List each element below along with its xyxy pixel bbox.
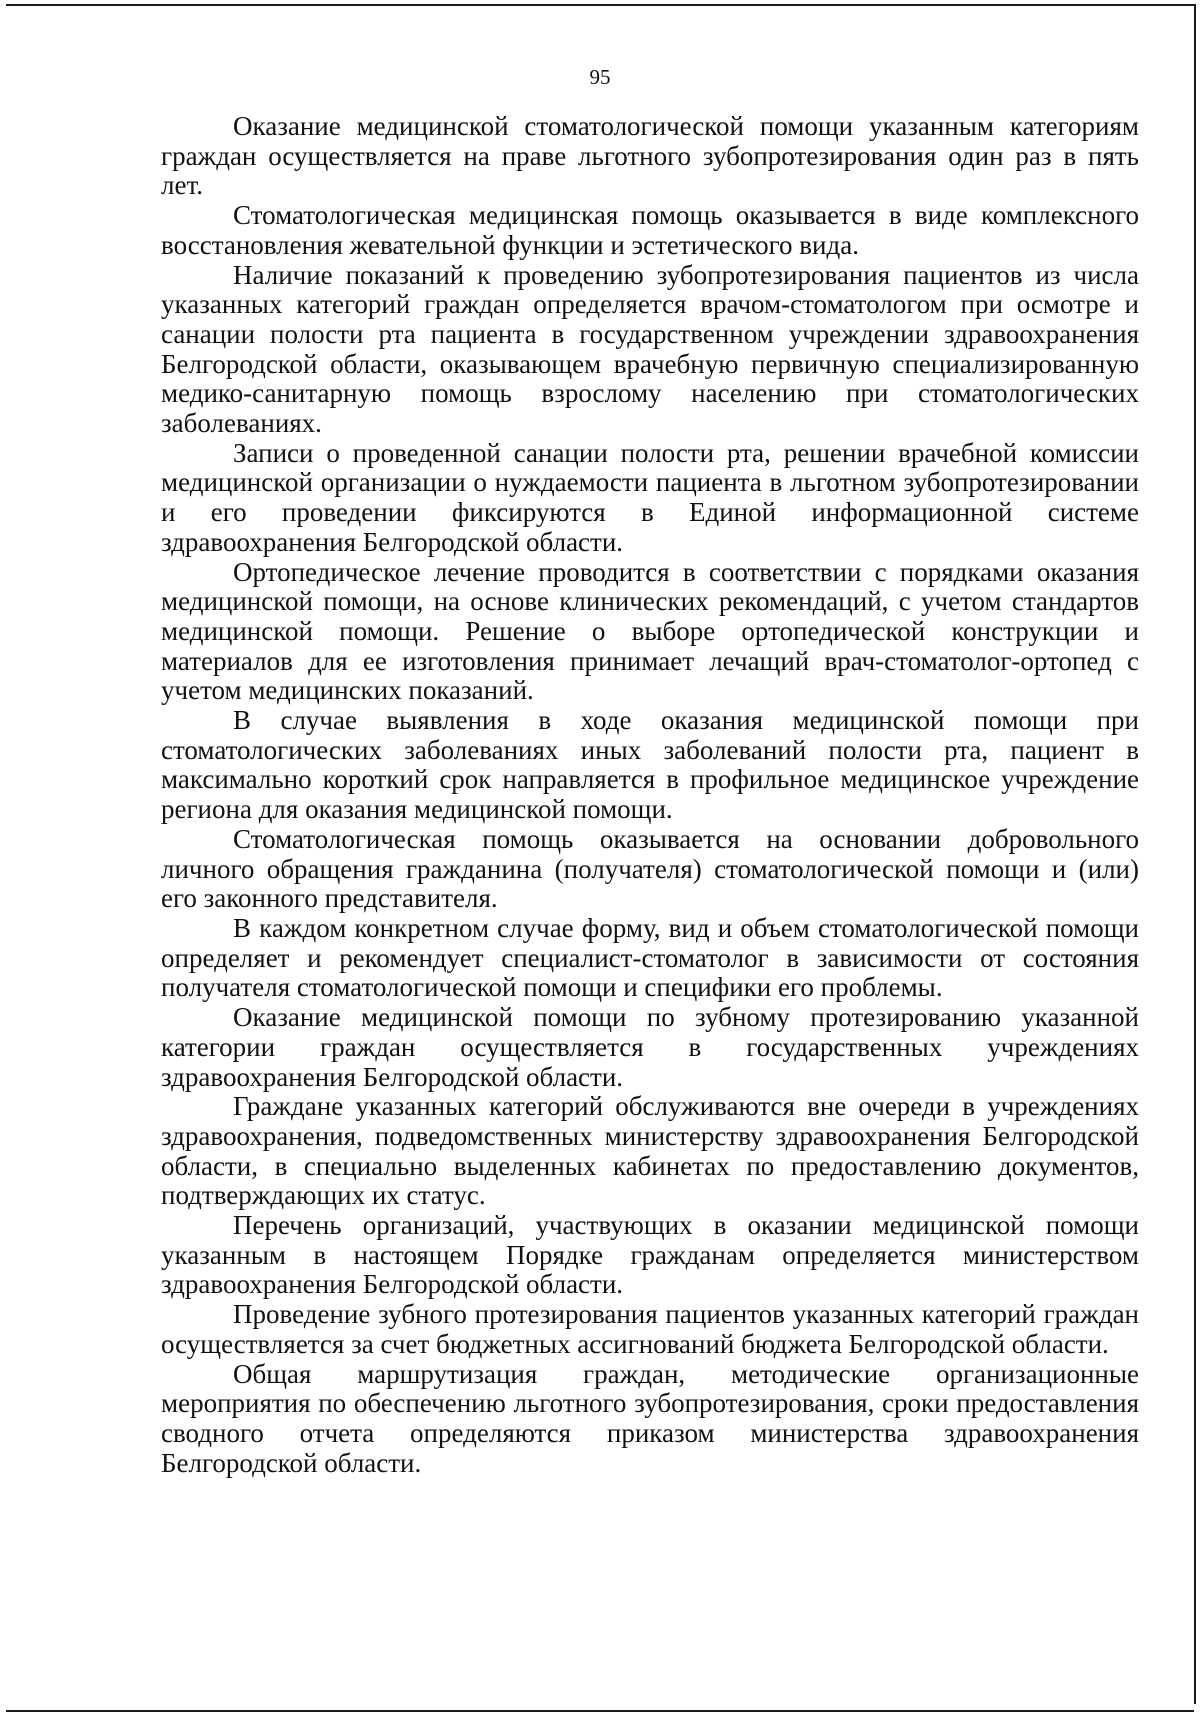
paragraph: Стоматологическая помощь оказывается на основании добровольного личного обращения гражданина (получателя) стоматологической помощи и (или) его законного представителя.: [161, 823, 1139, 914]
paragraph: В каждом конкретном случае форму, вид и объем стоматологической помощи определяет и рекомендует специалист-стоматолог в зависимости от состояния получателя стоматологической помощи и специфики его проблемы.: [161, 912, 1139, 1003]
paragraph: Стоматологическая медицинская помощь оказывается в виде комплексного восстановления жевательной функции и эстетического вида.: [161, 200, 1139, 260]
paragraph: Записи о проведенной санации полости рта, решении врачебной комиссии медицинской организации о нуждаемости пациента в льготном зубопротезировании и его проведении фиксируются в Единой информационной системе здравоохранения Белгородской области.: [161, 437, 1139, 557]
paragraph: В случае выявления в ходе оказания медицинской помощи при стоматологических заболеваниях иных заболеваний полости рта, пациент в максимально короткий срок направляется в профильное медицинское учреждение региона для оказания медицинской помощи.: [161, 705, 1139, 825]
scan-border-right: [1194, 4, 1196, 1704]
paragraph: Проведение зубного протезирования пациентов указанных категорий граждан осуществляется за счет бюджетных ассигнований бюджета Белгородской области.: [161, 1299, 1139, 1359]
paragraph: Оказание медицинской помощи по зубному протезированию указанной категории граждан осуществляется в государственных учреждениях здравоохранения Белгородской области.: [161, 1002, 1139, 1092]
paragraph: Ортопедическое лечение проводится в соответствии с порядками оказания медицинской помощи, на основе клинических рекомендаций, с учетом стандартов медицинской помощи. Решение о выборе ортопедической конструкции и материалов для ее изготовления принимает лечащий врач-стоматолог-ортопед с учетом медицинских показаний.: [161, 556, 1139, 706]
paragraph: Наличие показаний к проведению зубопротезирования пациентов из числа указанных категорий граждан определяется врачом-стоматологом при осмотре и санации полости рта пациента в государственном учреждении здравоохранения Белгородской области, оказывающем врачебную первичную специализированную медико-санитарную помощь взрослому населению при стоматологических заболеваниях.: [161, 259, 1139, 439]
scan-border-top: [6, 4, 1194, 6]
paragraph: Граждане указанных категорий обслуживаются вне очереди в учреждениях здравоохранения, подведомственных министерству здравоохранения Белгородской области, в специально выделенных кабинетах по предоставлению документов, подтверждающих их статус.: [161, 1091, 1139, 1211]
paragraph: Оказание медицинской стоматологической помощи указанным категориям граждан осуществляется на праве льготного зубопротезирования один раз в пять лет.: [161, 111, 1139, 201]
scan-border-bottom: [6, 1710, 1194, 1712]
document-body: [161, 112, 1139, 1478]
page-number: 95: [589, 65, 611, 89]
paragraph: Общая маршрутизация граждан, методические организационные мероприятия по обеспечению льготного зубопротезирования, сроки предоставления сводного отчета определяются приказом министерства здравоохранения Белгородской области.: [161, 1358, 1139, 1478]
paragraph: Перечень организаций, участвующих в оказании медицинской помощи указанным в настоящем Порядке гражданам определяется министерством здравоохранения Белгородской области.: [161, 1210, 1139, 1300]
